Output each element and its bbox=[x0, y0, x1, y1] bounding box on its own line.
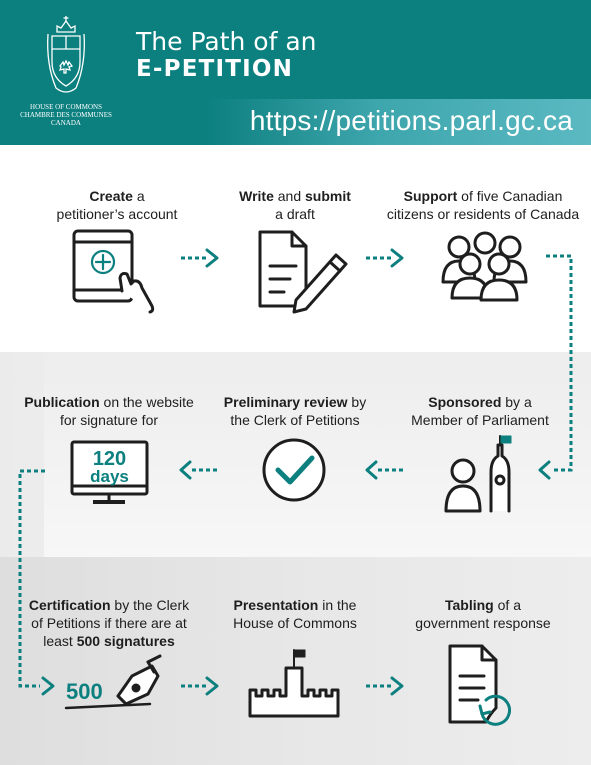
step-review-label: Preliminary review by the Clerk of Petitions bbox=[223, 394, 367, 428]
days-label: days bbox=[90, 467, 129, 486]
crest-text-line3: CANADA bbox=[51, 119, 81, 127]
checkmark-icon bbox=[264, 440, 324, 500]
tablet-icon bbox=[74, 231, 153, 312]
connector-arrow-5 bbox=[181, 462, 218, 478]
connector-arrow-8 bbox=[366, 678, 402, 694]
connector-arrow-7 bbox=[181, 678, 217, 694]
connector-arrow-2 bbox=[366, 250, 402, 266]
crest-text-line2: CHAMBRE DES COMMUNES bbox=[20, 111, 112, 119]
document-pencil-icon bbox=[260, 232, 346, 312]
step-presentation-label: Presentation in the House of Commons bbox=[233, 597, 357, 631]
connector-arrow-1 bbox=[181, 250, 217, 266]
group-of-people-icon bbox=[443, 233, 526, 300]
step-publication-label: Publication on the website for signature for bbox=[24, 394, 194, 428]
step-certification-label: Certification by the Clerk of Petitions if there are at least 500 signatures bbox=[28, 597, 190, 649]
parliament-building-icon bbox=[250, 650, 338, 716]
step-sponsored-label: Sponsored by a Member of Parliament bbox=[411, 394, 549, 428]
connector-arrow-4 bbox=[367, 462, 404, 478]
signatures-number: 500 bbox=[66, 679, 103, 704]
step-tabling-label: Tabling of a government response bbox=[415, 597, 551, 631]
document-response-icon bbox=[450, 646, 509, 724]
connector-arrow-3 bbox=[540, 256, 571, 478]
page-title-line1: The Path of an bbox=[136, 27, 317, 56]
step-create-label: Create a petitioner’s account bbox=[56, 188, 178, 222]
days-number: 120 bbox=[92, 448, 127, 470]
connector-arrow-6 bbox=[20, 471, 53, 694]
step-write-label: Write and submit a draft bbox=[239, 188, 351, 222]
petitions-url[interactable]: https://petitions.parl.gc.ca bbox=[249, 105, 573, 136]
member-of-parliament-icon bbox=[446, 436, 511, 511]
crest-text-line1: HOUSE OF COMMONS bbox=[30, 103, 102, 111]
page-title-line2: E-PETITION bbox=[136, 56, 294, 82]
step-support-label: Support of five Canadian citizens or residents of Canada bbox=[386, 188, 580, 222]
